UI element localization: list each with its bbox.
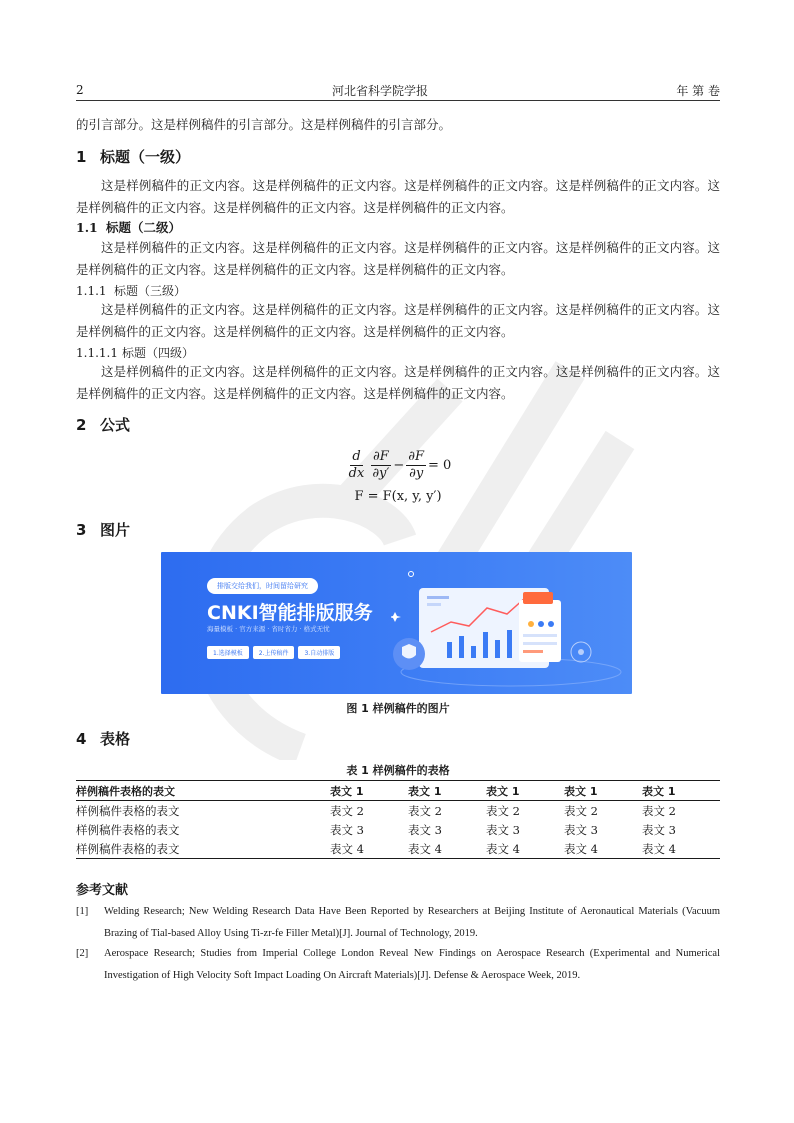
reference-text: Aerospace Research; Studies from Imperial College London Reveal New Findings on Aerospace Research (Experimental and Numerical Investigation of High Velocity Soft Impact Loading On Aircraft Materials)[J]. Defense & Aerospace Week, 2019.: [104, 948, 720, 981]
reference-tag: [1]: [76, 906, 89, 917]
banner-step: 2.上传稿件: [253, 646, 295, 659]
table-cell: 表文 2: [564, 803, 598, 818]
table-cell: 表文 2: [408, 803, 442, 818]
figure-caption: 图 1 样例稿件的图片: [346, 702, 450, 715]
section-1-1-1-1-heading: 1.1.1.1 标题（四级）: [76, 346, 195, 360]
references-title: 参考文献: [76, 883, 129, 898]
sample-table: [76, 780, 720, 859]
section-1-1-1-1-body: 这是样例稿件的正文内容。这是样例稿件的正文内容。这是样例稿件的正文内容。这是样例稿件的正文内容。这是样例稿件的正文内容。这是样例稿件的正文内容。这是样例稿件的正文内容。: [76, 364, 720, 401]
table-header-cell: 表文 1: [564, 781, 642, 801]
section-1-1-heading: 1.1 标题（二级）: [76, 220, 182, 235]
intro-tail: 的引言部分。这是样例稿件的引言部分。这是样例稿件的引言部分。: [76, 117, 452, 132]
table-cell: 表文 4: [486, 839, 564, 859]
table-cell: 表文 3: [330, 822, 364, 837]
table-cell: 表文 4: [564, 839, 642, 859]
page-number: 2: [76, 83, 84, 97]
table-cell: 表文 3: [486, 822, 520, 837]
table-cell: 样例稿件表格的表文: [76, 822, 180, 837]
section-1-1-1-heading: 1.1.1 标题（三级）: [76, 284, 187, 298]
section-4-heading: 4 表格: [76, 730, 131, 748]
banner-title: CNKI智能排版服务: [207, 602, 373, 624]
banner-steps: [207, 646, 340, 659]
table-cell: 表文 3: [564, 822, 598, 837]
table-row: [76, 801, 720, 821]
reference-item: [76, 943, 720, 987]
table-cell: 表文 4: [642, 839, 720, 859]
table-header-cell: 样例稿件表格的表文: [76, 781, 330, 801]
table-cell: 表文 2: [486, 803, 520, 818]
page-header: [76, 80, 720, 101]
table-row: [76, 839, 720, 859]
formula-definition: F = F(x, y, y′): [354, 489, 442, 504]
section-1-heading: 1 标题（一级）: [76, 148, 191, 166]
banner-step: 3.自动排版: [298, 646, 340, 659]
section-1-1-1-body: 这是样例稿件的正文内容。这是样例稿件的正文内容。这是样例稿件的正文内容。这是样例稿件的正文内容。这是样例稿件的正文内容。这是样例稿件的正文内容。这是样例稿件的正文内容。: [76, 302, 720, 339]
table-cell: 表文 4: [408, 839, 486, 859]
formula-euler-lagrange: $\frac{d}{dx}$ $\frac{\partial F}{\partial y'}$ − $\frac{\partial F}{\partial y}$ = 0: [348, 449, 452, 481]
table-cell: 表文 3: [408, 822, 442, 837]
reference-text: Welding Research; New Welding Research Data Have Been Reported by Researchers at Beijing Institute of Aeronautical Materials (Vacuum Brazing of Tial-based Alloy Using Ti-zr-fe Filler Metal)[J]. Journal of Technology, 2019.: [104, 906, 720, 939]
section-1-body: 这是样例稿件的正文内容。这是样例稿件的正文内容。这是样例稿件的正文内容。这是样例稿件的正文内容。这是样例稿件的正文内容。这是样例稿件的正文内容。这是样例稿件的正文内容。: [76, 178, 720, 215]
section-3-heading: 3 图片: [76, 521, 131, 539]
journal-name: 河北省科学院学报: [331, 83, 428, 98]
reference-tag: [2]: [76, 948, 89, 959]
table-header-cell: 表文 1: [330, 781, 408, 801]
table-cell: 表文 3: [642, 822, 676, 837]
banner-tag: 排版交给我们，时间留给研究: [207, 578, 318, 594]
table-cell: 表文 4: [330, 839, 408, 859]
table-header-cell: 表文 1: [486, 781, 564, 801]
banner-features: 海量模板 · 官方来源 · 省时省力 · 格式无忧: [207, 625, 330, 633]
table-header-cell: 表文 1: [642, 781, 720, 801]
banner-step: 1.选择模板: [207, 646, 249, 659]
reference-item: [76, 901, 720, 945]
table-cell: 样例稿件表格的表文: [76, 839, 330, 859]
table-row: [76, 820, 720, 839]
table-cell: 表文 2: [330, 803, 364, 818]
table-cell: 样例稿件表格的表文: [76, 803, 180, 818]
cnki-banner-image: [161, 552, 632, 694]
table-header-cell: 表文 1: [408, 781, 486, 801]
section-1-1-body: 这是样例稿件的正文内容。这是样例稿件的正文内容。这是样例稿件的正文内容。这是样例稿件的正文内容。这是样例稿件的正文内容。这是样例稿件的正文内容。这是样例稿件的正文内容。: [76, 240, 720, 277]
table-caption: 表 1 样例稿件的表格: [346, 764, 450, 777]
section-2-heading: 2 公式: [76, 416, 131, 434]
table-cell: 表文 2: [642, 803, 676, 818]
banner-illustration: [391, 562, 631, 692]
issue-info: 年 第 卷: [676, 83, 720, 98]
table-header-row: [76, 781, 720, 801]
